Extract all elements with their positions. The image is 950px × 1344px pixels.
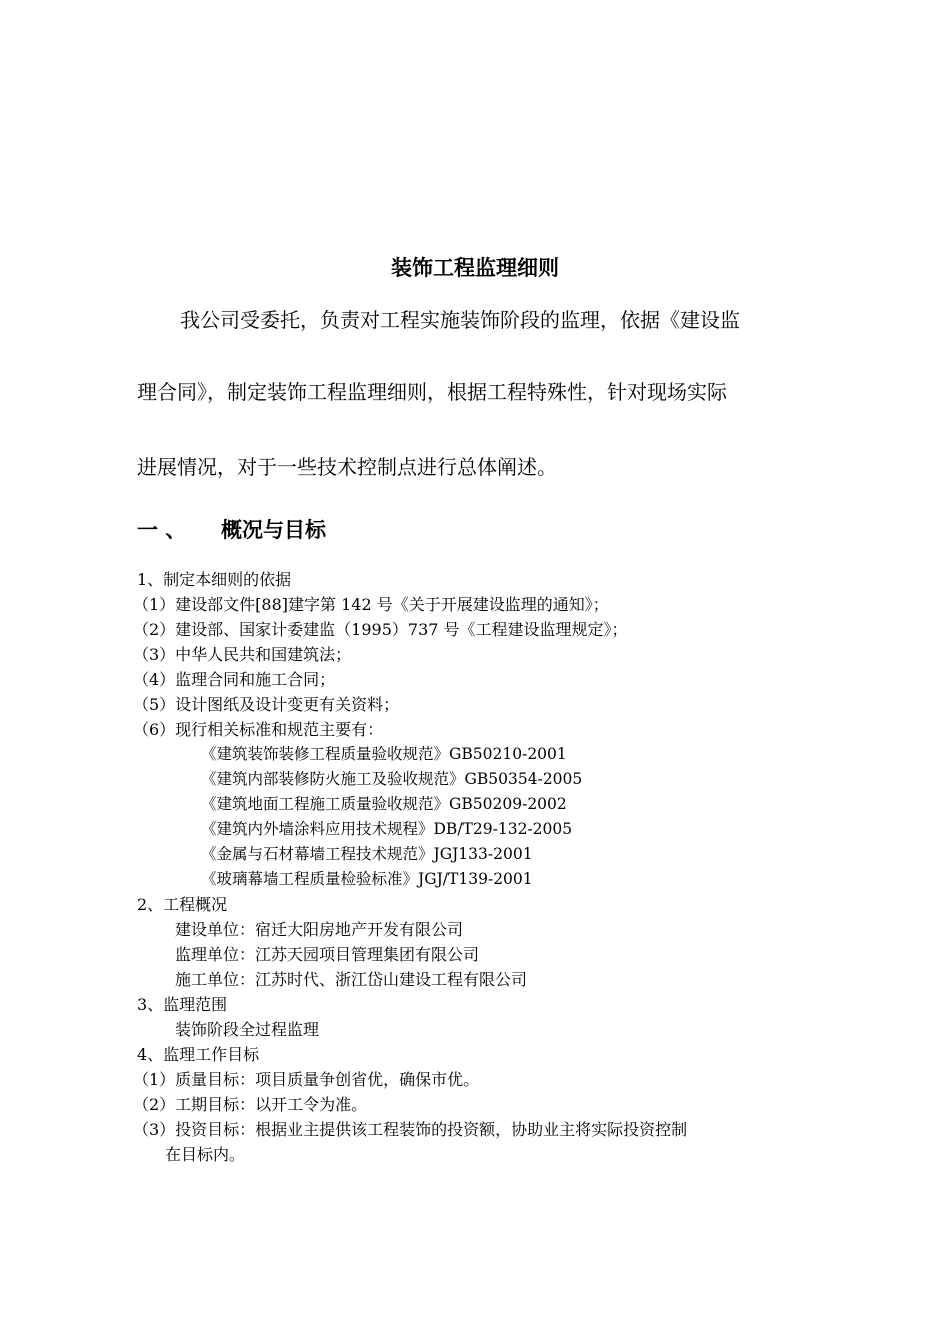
basis-item: （1）建设部文件[88]建字第 142 号《关于开展建设监理的通知》； <box>133 595 609 614</box>
standard-item: 《玻璃幕墙工程质量检验标准》JGJ/T139-2001 <box>201 870 533 888</box>
subheading-overview: 2、工程概况 <box>137 895 228 914</box>
subheading-scope: 3、监理范围 <box>137 995 228 1014</box>
overview-item: 监理单位：江苏天园项目管理集团有限公司 <box>175 945 480 964</box>
intro-line-3: 进展情况，对于一些技术控制点进行总体阐述。 <box>137 455 557 479</box>
subheading-goals: 4、监理工作目标 <box>137 1045 260 1064</box>
subheading-basis: 1、制定本细则的依据 <box>137 570 292 589</box>
standard-item: 《建筑内部装修防火施工及验收规范》GB50354-2005 <box>201 770 583 788</box>
section-heading-1 <box>137 515 326 545</box>
standard-item: 《金属与石材幕墙工程技术规范》JGJ133-2001 <box>201 845 533 863</box>
goal-item-3: （3）投资目标：根据业主提供该工程装饰的投资额，协助业主将实际投资控制 <box>133 1120 688 1139</box>
section-title: 概况与目标 <box>221 518 326 542</box>
standard-item: 《建筑地面工程施工质量验收规范》GB50209-2002 <box>201 795 567 813</box>
intro-line-2: 理合同》，制定装饰工程监理细则，根据工程特殊性，针对现场实际 <box>137 380 727 404</box>
basis-item: （4）监理合同和施工合同； <box>133 670 336 689</box>
goal-item: （1）质量目标：项目质量争创省优，确保市优。 <box>133 1070 480 1089</box>
document-title: 装饰工程监理细则 <box>391 256 559 280</box>
goal-item: （2）工期目标：以开工令为准。 <box>133 1095 368 1114</box>
scope-text: 装饰阶段全过程监理 <box>175 1020 320 1039</box>
basis-item: （5）设计图纸及设计变更有关资料； <box>133 695 400 714</box>
standard-item: 《建筑内外墙涂料应用技术规程》DB/T29-132-2005 <box>201 820 573 838</box>
basis-item: （6）现行相关标准和规范主要有： <box>133 720 384 739</box>
goal-item-3-continued: 在目标内。 <box>165 1145 246 1164</box>
section-number: 一 、 <box>137 518 187 542</box>
document-body <box>133 567 817 1167</box>
overview-item: 建设单位：宿迁大阳房地产开发有限公司 <box>175 920 464 939</box>
intro-line-1: 我公司受委托，负责对工程实施装饰阶段的监理，依据《建设监 <box>180 308 740 332</box>
standard-item: 《建筑装饰装修工程质量验收规范》GB50210-2001 <box>201 745 567 763</box>
overview-item: 施工单位：江苏时代、浙江岱山建设工程有限公司 <box>175 970 528 989</box>
basis-item: （2）建设部、国家计委建监（1995）737 号《工程建设监理规定》； <box>133 620 628 639</box>
basis-item: （3）中华人民共和国建筑法； <box>133 645 352 664</box>
